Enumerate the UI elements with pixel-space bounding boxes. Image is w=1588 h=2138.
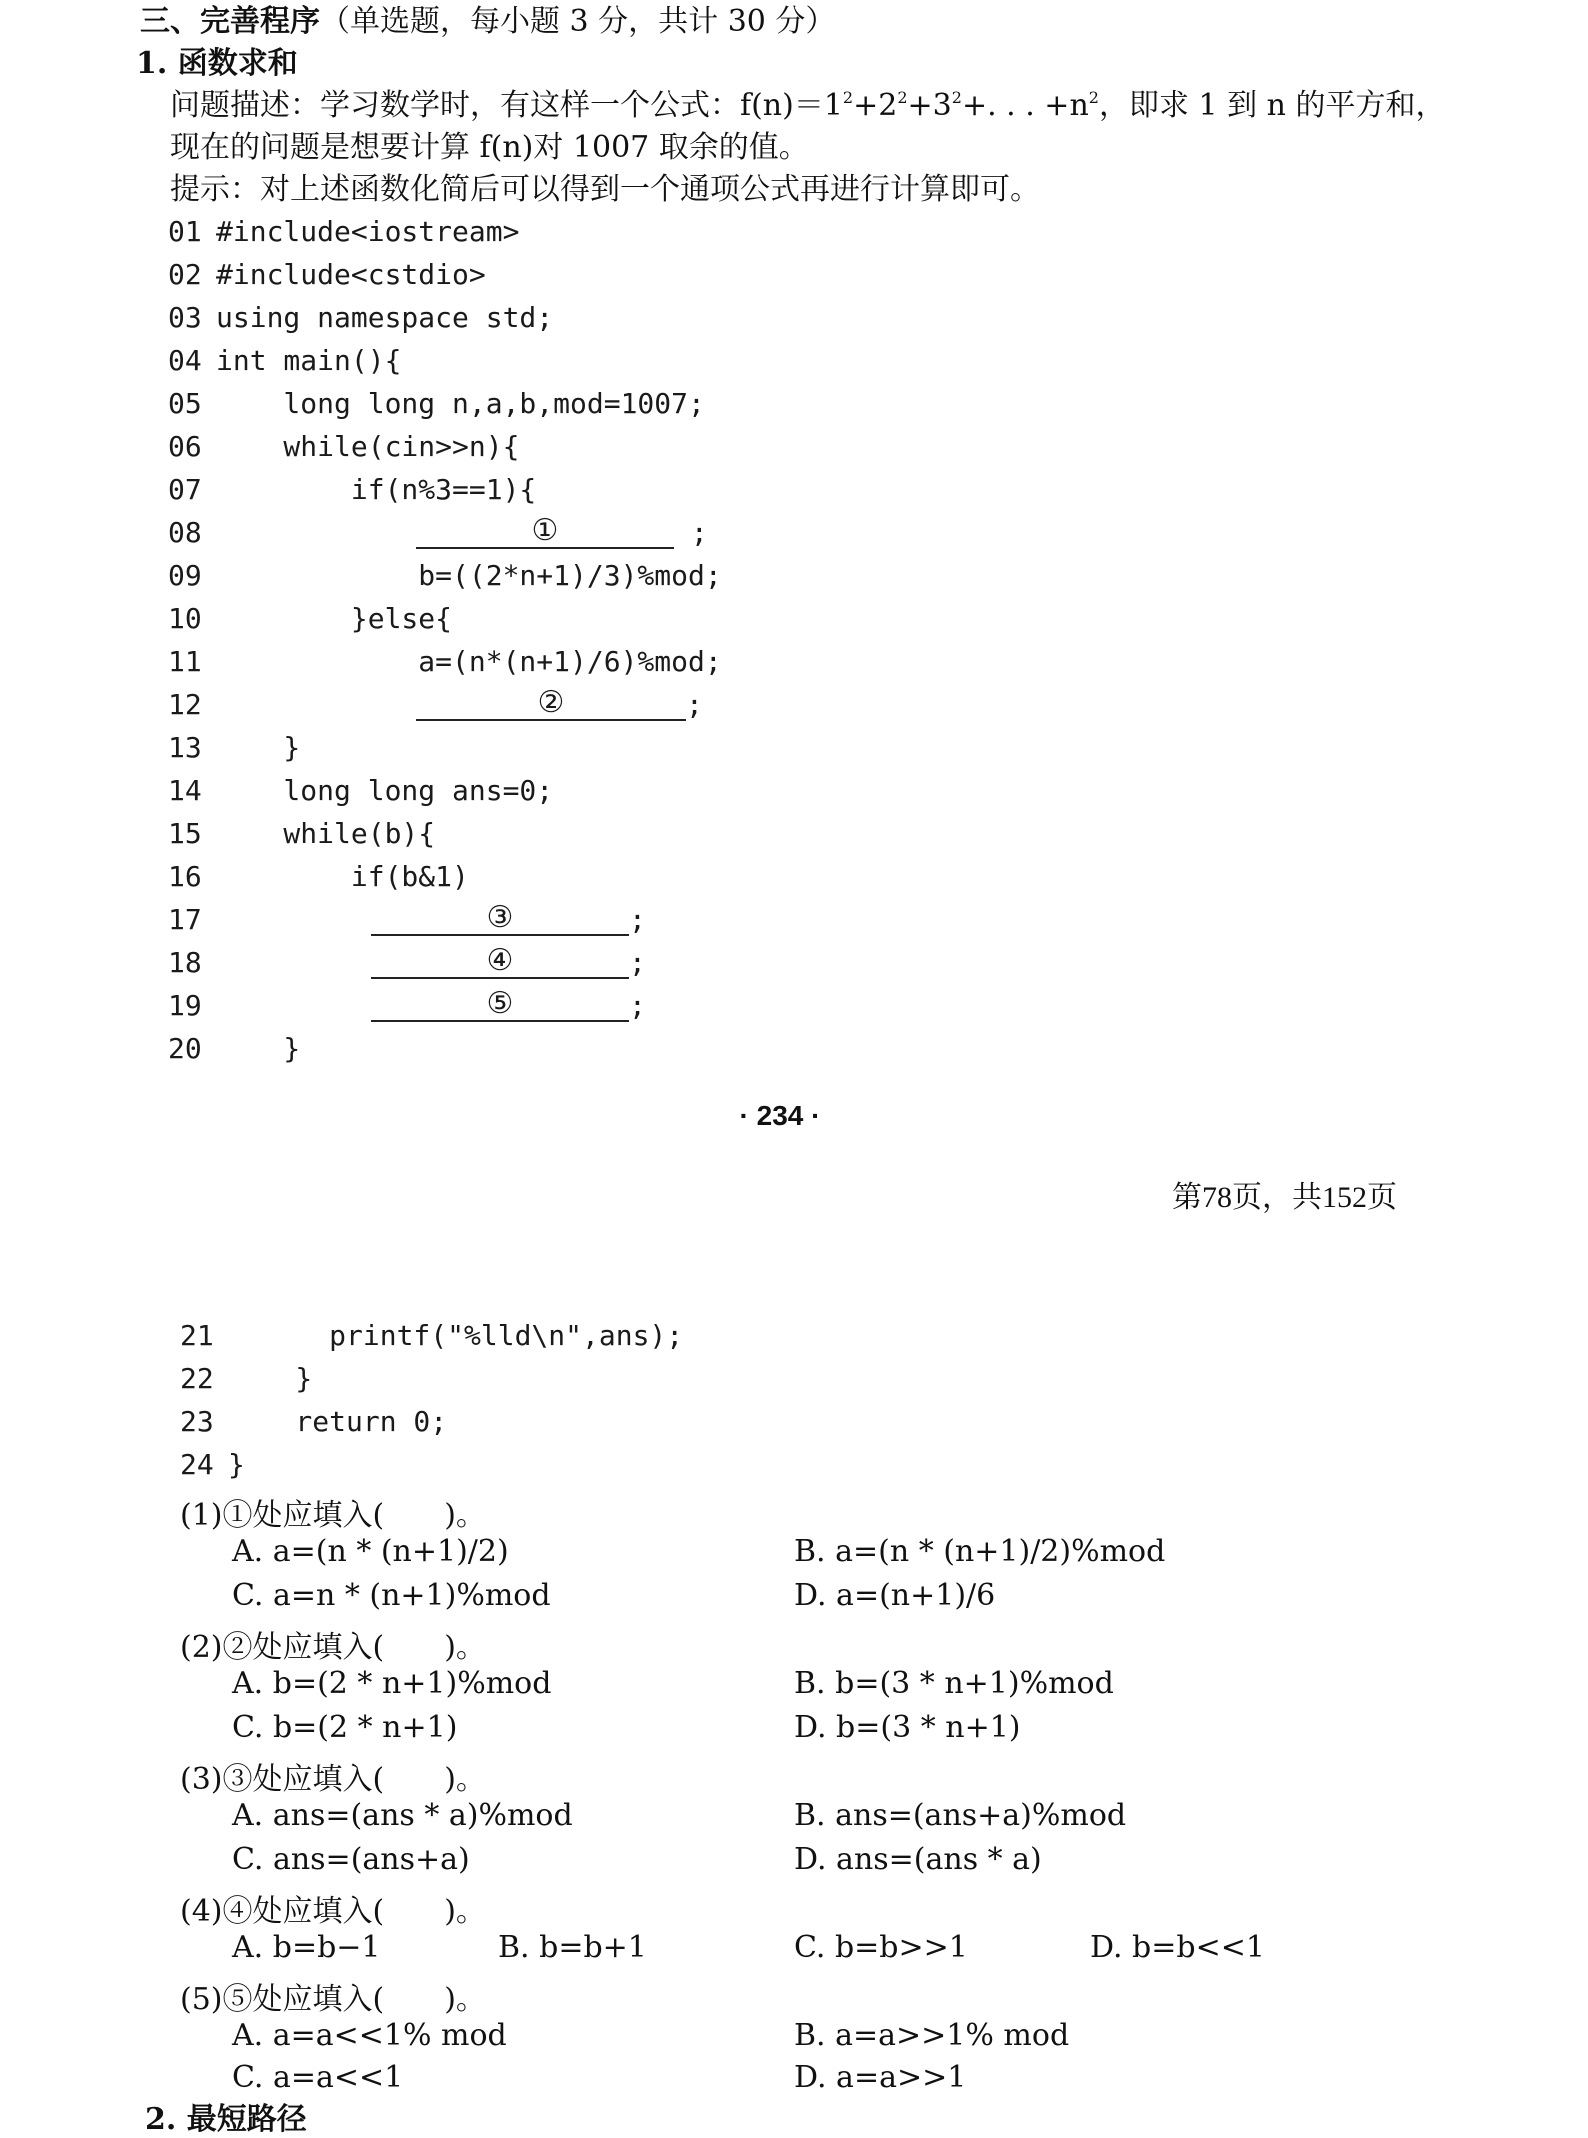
code-line-22: 22 } bbox=[180, 1362, 313, 1395]
question-2-option-b: B. b=(3 * n+1)%mod bbox=[794, 1666, 1114, 1701]
code-text: long long n,a,b,mod=1007; bbox=[216, 387, 705, 420]
code-line-14: 14 long long ans=0; bbox=[168, 774, 554, 807]
blank-2: ② bbox=[416, 685, 686, 721]
code-line-24: 24 } bbox=[180, 1448, 245, 1481]
description-suffix: ，即求 1 到 n 的平方和， bbox=[1098, 88, 1446, 123]
question-4-option-b: B. b=b+1 bbox=[498, 1930, 647, 1965]
code-text: }else{ bbox=[216, 602, 453, 635]
question-1-option-c: C. a=n * (n+1)%mod bbox=[232, 1578, 551, 1613]
question-1-stem: (1)①处应填入( )。 bbox=[180, 1498, 486, 1533]
question-5-stem: (5)⑤处应填入( )。 bbox=[180, 1982, 486, 2017]
code-line-18: 18 ④ ; bbox=[168, 943, 646, 979]
code-line-05: 05 long long n,a,b,mod=1007; bbox=[168, 387, 705, 420]
code-text: if(b&1) bbox=[216, 860, 469, 893]
code-line-04: 04 int main(){ bbox=[168, 344, 402, 377]
question-1-option-b: B. a=(n * (n+1)/2)%mod bbox=[794, 1534, 1166, 1569]
question-2-option-d: D. b=(3 * n+1) bbox=[794, 1710, 1021, 1745]
code-line-08: 08 ① ; bbox=[168, 513, 708, 549]
question-5-option-b: B. a=a>>1% mod bbox=[794, 2018, 1070, 2053]
code-text: return 0; bbox=[228, 1405, 448, 1438]
code-line-06: 06 while(cin>>n){ bbox=[168, 430, 520, 463]
hint: 提示：对上述函数化简后可以得到一个通项公式再进行计算即可。 bbox=[170, 172, 1040, 207]
code-text: #include<iostream> bbox=[216, 215, 520, 248]
code-line-11: 11 a=(n*(n+1)/6)%mod; bbox=[168, 645, 722, 678]
blank-5: ⑤ bbox=[371, 986, 629, 1022]
code-text: #include<cstdio> bbox=[216, 258, 486, 291]
problem-description-line2: 现在的问题是想要计算 f(n)对 1007 取余的值。 bbox=[170, 130, 809, 165]
code-line-09: 09 b=((2*n+1)/3)%mod; bbox=[168, 559, 722, 592]
question-5-option-d: D. a=a>>1 bbox=[794, 2060, 967, 2095]
question-5-option-a: A. a=a<<1% mod bbox=[232, 2018, 507, 2053]
question-3-option-c: C. ans=(ans+a) bbox=[232, 1842, 470, 1877]
question-1-option-d: D. a=(n+1)/6 bbox=[794, 1578, 996, 1613]
question-2-option-a: A. b=(2 * n+1)%mod bbox=[232, 1666, 552, 1701]
question-3-option-d: D. ans=(ans * a) bbox=[794, 1842, 1042, 1877]
code-line-10: 10 }else{ bbox=[168, 602, 453, 635]
section-title-text: 三、完善程序 bbox=[140, 4, 320, 39]
section-title bbox=[140, 0, 835, 40]
blank-4: ④ bbox=[371, 943, 629, 979]
code-line-03: 03 using namespace std; bbox=[168, 301, 554, 334]
code-text: a=(n*(n+1)/6)%mod; bbox=[216, 645, 722, 678]
question-4-option-c: C. b=b>>1 bbox=[794, 1930, 968, 1965]
code-line-13: 13 } bbox=[168, 731, 301, 764]
page-count: 第78页，共152页 bbox=[1172, 1181, 1397, 1214]
question-5-option-c: C. a=a<<1 bbox=[232, 2060, 404, 2095]
code-text: } bbox=[228, 1362, 313, 1395]
code-text: using namespace std; bbox=[216, 301, 554, 334]
code-text: while(cin>>n){ bbox=[216, 430, 520, 463]
problem-description: 问题描述：学习数学时，有这样一个公式：$f(n)=1^2+2^2+3^2+$. . . $+n^2$，即求 1 到 n 的平方和， bbox=[170, 88, 1446, 123]
code-text: } bbox=[228, 1448, 245, 1481]
question-2-stem: (2)②处应填入( )。 bbox=[180, 1630, 486, 1665]
code-line-01: 01 #include<iostream> bbox=[168, 215, 520, 248]
question-4-option-d: D. b=b<<1 bbox=[1090, 1930, 1265, 1965]
question-3-stem: (3)③处应填入( )。 bbox=[180, 1762, 486, 1797]
page-number: · 234 · bbox=[739, 1100, 821, 1131]
code-line-21: 21 printf("%lld\n",ans); bbox=[180, 1319, 684, 1352]
code-text: if(n%3==1){ bbox=[216, 473, 537, 506]
question-4-stem: (4)④处应填入( )。 bbox=[180, 1894, 486, 1929]
code-text: } bbox=[216, 1032, 301, 1065]
question-4-option-a: A. b=b−1 bbox=[232, 1930, 381, 1965]
question-1-option-a: A. a=(n * (n+1)/2) bbox=[232, 1534, 509, 1569]
code-line-19: 19 ⑤ ; bbox=[168, 986, 646, 1022]
code-line-12: 12 ② ; bbox=[168, 685, 703, 721]
code-text: long long ans=0; bbox=[216, 774, 554, 807]
next-problem-heading: 2. 最短路径 bbox=[145, 2102, 307, 2137]
code-line-02: 02 #include<cstdio> bbox=[168, 258, 486, 291]
code-text: b=((2*n+1)/3)%mod; bbox=[216, 559, 722, 592]
code-text: int main(){ bbox=[216, 344, 402, 377]
question-3-option-b: B. ans=(ans+a)%mod bbox=[794, 1798, 1127, 1833]
code-line-15: 15 while(b){ bbox=[168, 817, 436, 850]
question-2-option-c: C. b=(2 * n+1) bbox=[232, 1710, 458, 1745]
code-line-23: 23 return 0; bbox=[180, 1405, 448, 1438]
code-text: printf("%lld\n",ans); bbox=[228, 1319, 684, 1352]
code-text: while(b){ bbox=[216, 817, 436, 850]
code-line-16: 16 if(b&1) bbox=[168, 860, 469, 893]
code-line-07: 07 if(n%3==1){ bbox=[168, 473, 537, 506]
code-text: } bbox=[216, 731, 301, 764]
code-line-17: 17 ③ ; bbox=[168, 900, 646, 936]
blank-3: ③ bbox=[371, 900, 629, 936]
description-prefix: 问题描述：学习数学时，有这样一个公式：f(n)＝1 bbox=[170, 88, 843, 123]
section-note: （单选题，每小题 3 分，共计 30 分） bbox=[320, 4, 836, 39]
question-3-option-a: A. ans=(ans * a)%mod bbox=[232, 1798, 573, 1833]
problem-title: 1. 函数求和 bbox=[136, 46, 298, 81]
blank-1: ① bbox=[416, 513, 674, 549]
code-line-20: 20 } bbox=[168, 1032, 301, 1065]
